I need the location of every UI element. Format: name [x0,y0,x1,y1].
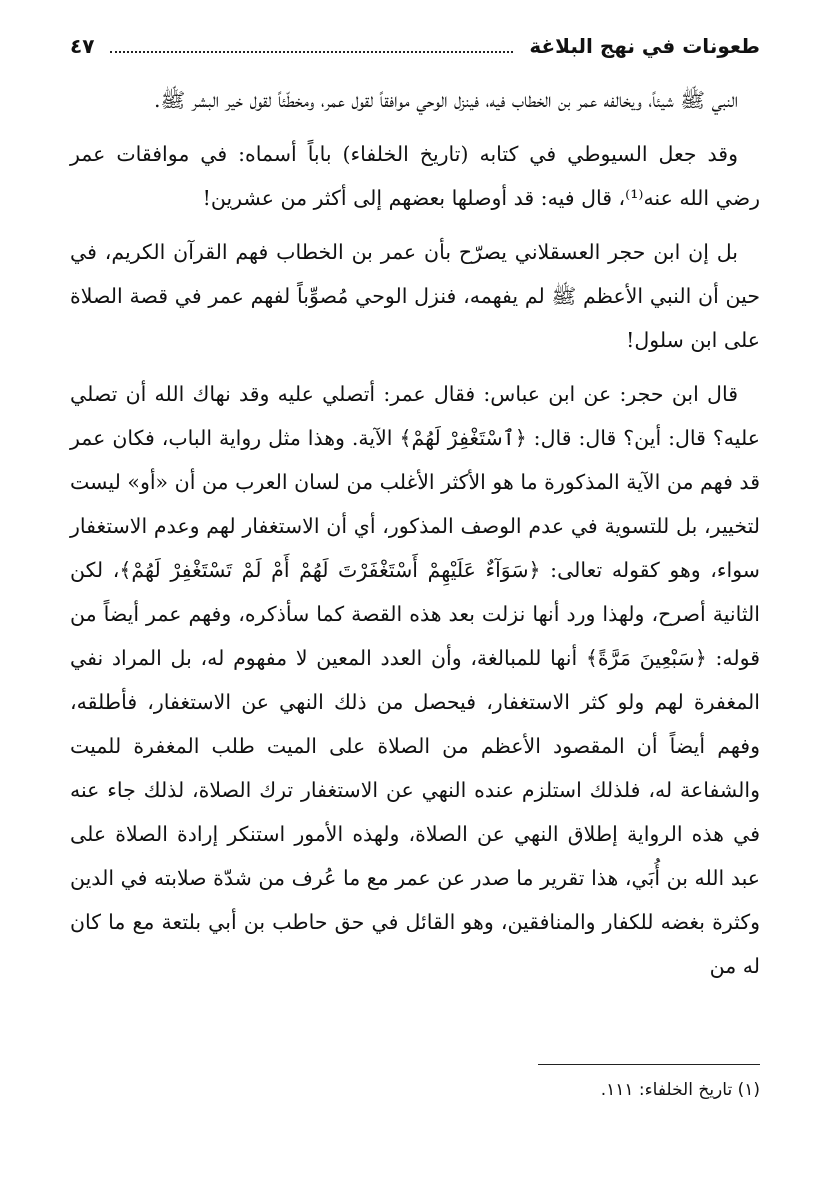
book-page [70,24,760,1154]
paragraph-4: قال ابن حجر: عن ابن عباس: فقال عمر: أتصلي عليه وقد نهاك الله أن تصلي عليه؟ قال: أين؟ قال: قال: ﴿ٱسْتَغْفِرْ لَهُمْ﴾ الآية. وهذا مثل رواية الباب، فكان عمر قد فهم من الآية المذكورة ما هو الأكثر الأغلب من لسان العرب من أن «أو» ليست لتخيير، بل للتسوية في عدم الوصف المذكور، أي أن الاستغفار لهم وعدم الاستغفار سواء، وهو كقوله تعالى: ﴿سَوَآءٌ عَلَيْهِمْ أَسْتَغْفَرْتَ لَهُمْ أَمْ لَمْ تَسْتَغْفِرْ لَهُمْ﴾، لكن الثانية أصرح، ولهذا ورد أنها نزلت بعد هذه القصة كما سأذكره، وفهم عمر أيضاً من قوله: ﴿سَبْعِينَ مَرَّةً﴾ أنها للمبالغة، وأن العدد المعين لا مفهوم له، بل المراد نفي المغفرة لهم ولو كثر الاستغفار، فيحصل من ذلك النهي عن الاستغفار، فأطلقه، وفهم أيضاً أن المقصود الأعظم من الصلاة على الميت طلب المغفرة للميت والشفاعة له، فلذلك استلزم عنده النهي عن الاستغفار ترك الصلاة، لذلك جاء عنه في هذه الرواية إطلاق النهي عن الصلاة، ولهذه الأمور استنكر إرادة الصلاة على عبد الله بن أُبَي، هذا تقرير ما صدر عن عمر مع ما عُرف من شدّة صلابته في الدين وكثرة بغضه للكفار والمنافقين، وهو القائل في حق حاطب بن أبي بلتعة مع ما كان له من [70,382,760,978]
footnote: (١) تاريخ الخلفاء: ١١١. [600,1080,760,1100]
paragraph-2: وقد جعل السيوطي في كتابه (تاريخ الخلفاء) باباً أسماه: في موافقات عمر رضي الله عنه⁽¹⁾، قال فيه: قد أوصلها بعضهم إلى أكثر من عشرين! [70,142,760,210]
running-header-title: طعونات في نهج البلاغة [529,34,760,58]
paragraph-3: بل إن ابن حجر العسقلاني يصرّح بأن عمر بن الخطاب فهم القرآن الكريم، في حين أن النبي الأعظم ﷺ لم يفهمه، فنزل الوحي مُصوِّباً لفهم عمر في قصة الصلاة على ابن سلول! [70,240,760,352]
paragraph-1: النبي ﷺ شيئاً، ويخالفه عمر بن الخطاب فيه، فينزل الوحي موافقاً لقول عمر، ومخطّئاً لقول خير البشر ﷺ. [154,88,738,112]
page-number: ٤٧ [70,34,95,58]
main-text [70,78,760,988]
running-header [70,24,760,68]
header-dot-leader [110,51,513,53]
footnote-divider [538,1064,760,1065]
